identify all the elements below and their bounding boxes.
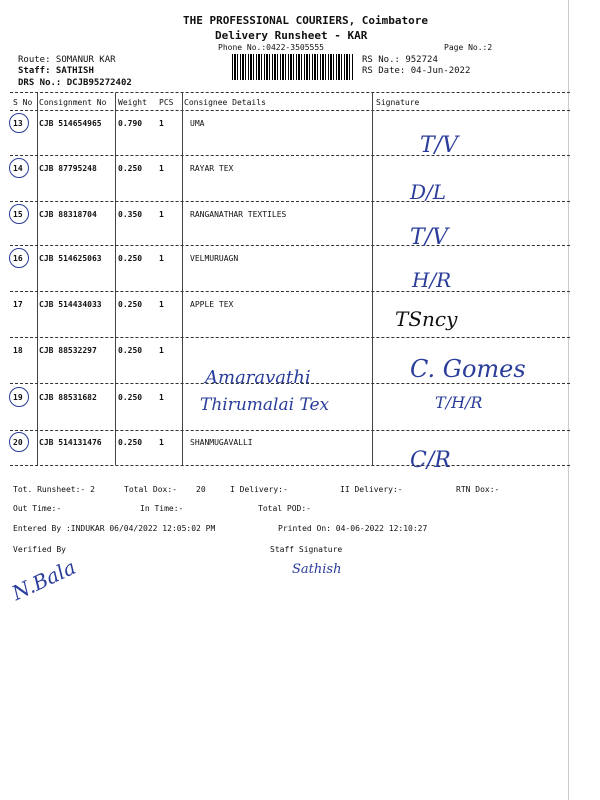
col-sno: S No — [13, 98, 33, 107]
row-weight: 0.250 — [118, 164, 143, 173]
row-rule — [10, 291, 570, 292]
row-weight: 0.250 — [118, 393, 143, 402]
signature-row16: H/R — [412, 268, 452, 292]
handwritten-consignee-row19: Thirumalai Tex — [200, 395, 330, 415]
out-time: Out Time:- — [13, 504, 62, 513]
row-sno: 20 — [13, 438, 23, 447]
circle-mark — [9, 158, 29, 178]
col-divider — [372, 93, 373, 465]
circle-mark — [9, 113, 29, 133]
signature-row14: D/L — [410, 180, 447, 204]
row-sno: 15 — [13, 210, 23, 219]
total-pod: Total POD:- — [258, 504, 311, 513]
page-number: Page No.:2 — [444, 43, 493, 52]
row-weight: 0.250 — [118, 438, 143, 447]
header-bottom-rule — [10, 110, 570, 111]
row-weight: 0.250 — [118, 346, 143, 355]
row-weight: 0.250 — [118, 254, 143, 263]
row-pcs: 1 — [159, 300, 164, 309]
barcode — [232, 54, 354, 80]
row-consignee: UMA — [190, 119, 205, 128]
row-sno: 18 — [13, 346, 23, 355]
row-consignment: CJB 88531682 — [39, 393, 97, 402]
row-pcs: 1 — [159, 119, 164, 128]
row-rule — [10, 245, 570, 246]
row-rule — [10, 201, 570, 202]
row-consignee: SHANMUGAVALLI — [190, 438, 253, 447]
row-consignment: CJB 88318704 — [39, 210, 97, 219]
row-weight: 0.350 — [118, 210, 143, 219]
row-sno: 17 — [13, 300, 23, 309]
circle-mark — [9, 204, 29, 224]
row-pcs: 1 — [159, 346, 164, 355]
header-top-rule — [10, 92, 570, 93]
handwritten-consignee-row18: Amaravathi — [205, 367, 311, 388]
ii-delivery: II Delivery:- — [340, 485, 403, 494]
row-consignee: RANGANATHAR TEXTILES — [190, 210, 287, 219]
total-dox-value: 20 — [196, 485, 206, 494]
col-consignment: Consignment No — [39, 98, 107, 107]
staff: Staff: SATHISH — [18, 66, 94, 76]
row-consignment: CJB 514654965 — [39, 119, 102, 128]
rs-date: RS Date: 04-Jun-2022 — [362, 66, 471, 76]
row-rule — [10, 337, 570, 338]
phone-number: Phone No.:0422-3505555 — [218, 43, 324, 52]
col-signature: Signature — [376, 98, 420, 107]
row-rule — [10, 430, 570, 431]
drs-number: DRS No.: DCJB95272402 — [18, 78, 132, 88]
circle-mark — [9, 432, 29, 452]
printed-on: Printed On: 04-06-2022 12:10:27 — [278, 524, 428, 533]
rtn-dox: RTN Dox:- — [456, 485, 500, 494]
row-weight: 0.250 — [118, 300, 143, 309]
col-divider — [182, 93, 183, 465]
row-sno: 19 — [13, 393, 23, 402]
col-divider — [115, 93, 116, 465]
row-consignee: APPLE TEX — [190, 300, 234, 309]
row-pcs: 1 — [159, 393, 164, 402]
signature-row19: T/H/R — [435, 393, 483, 412]
verified-by: Verified By — [13, 545, 66, 554]
i-delivery: I Delivery:- — [230, 485, 288, 494]
in-time: In Time:- — [140, 504, 184, 513]
verified-signature: N.Bala — [8, 554, 80, 606]
row-pcs: 1 — [159, 254, 164, 263]
entered-by: Entered By :INDUKAR 06/04/2022 12:05:02 PM — [13, 524, 216, 533]
row-consignee: RAYAR TEX — [190, 164, 234, 173]
row-consignment: CJB 88532297 — [39, 346, 97, 355]
row-pcs: 1 — [159, 164, 164, 173]
row-pcs: 1 — [159, 210, 164, 219]
page-edge — [568, 0, 569, 800]
row-consignment: CJB 514625063 — [39, 254, 102, 263]
row-consignment: CJB 514434033 — [39, 300, 102, 309]
table-bottom-rule — [10, 465, 570, 466]
signature-row20: C/R — [410, 448, 451, 473]
row-consignment: CJB 514131476 — [39, 438, 102, 447]
total-dox-label: Total Dox:- — [124, 485, 177, 494]
staff-signature: Sathish — [292, 562, 342, 577]
company-name: THE PROFESSIONAL COURIERS, Coimbatore — [183, 14, 429, 27]
signature-row17: TSncy — [395, 307, 458, 331]
row-sno: 13 — [13, 119, 23, 128]
col-weight: Weight — [118, 98, 147, 107]
col-divider — [37, 93, 38, 465]
col-consignee: Consignee Details — [184, 98, 266, 107]
row-sno: 14 — [13, 164, 23, 173]
signature-row18: C. Gomes — [410, 355, 526, 383]
circle-mark — [9, 387, 29, 407]
row-weight: 0.790 — [118, 119, 143, 128]
row-consignee: VELMURUAGN — [190, 254, 239, 263]
row-consignment: CJB 87795248 — [39, 164, 97, 173]
route: Route: SOMANUR KAR — [18, 55, 116, 65]
row-rule — [10, 155, 570, 156]
tot-runsheet: Tot. Runsheet:- 2 — [13, 485, 95, 494]
row-pcs: 1 — [159, 438, 164, 447]
staff-signature-label: Staff Signature — [270, 545, 343, 554]
rs-number: RS No.: 952724 — [362, 55, 438, 65]
row-sno: 16 — [13, 254, 23, 263]
col-pcs: PCS — [159, 98, 174, 107]
circle-mark — [9, 248, 29, 268]
runsheet-title: Delivery Runsheet - KAR — [215, 29, 368, 42]
signature-row15: T/V — [410, 225, 448, 250]
signature-row13: T/V — [420, 133, 458, 158]
